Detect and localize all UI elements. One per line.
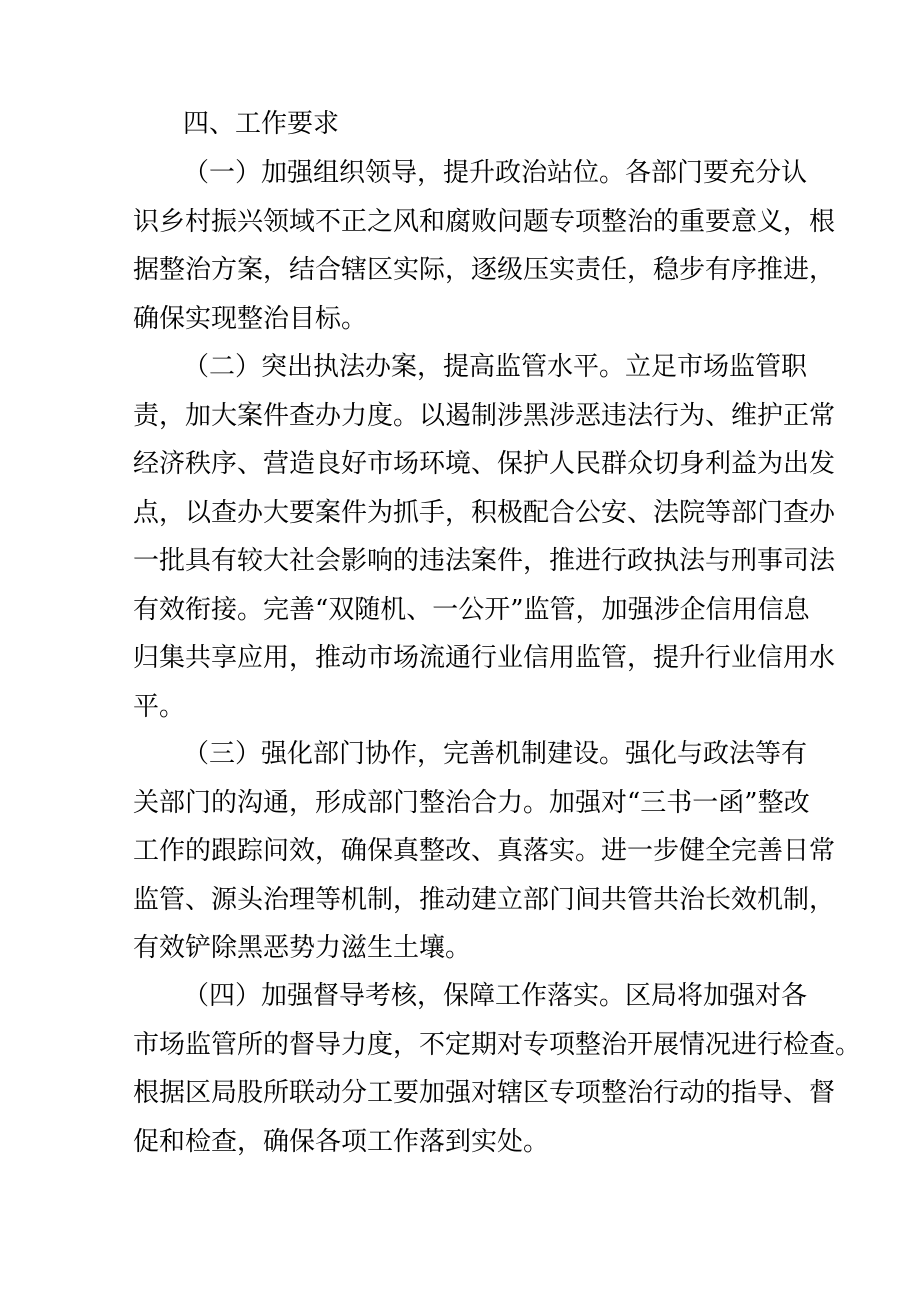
paragraph-1 [133, 149, 836, 343]
paragraph-line: 监管、源头治理等机制，推动建立部门间共管共治长效机制， [133, 884, 836, 915]
paragraph-line: 识乡村振兴领域不正之风和腐败问题专项整治的重要意义，根 [133, 206, 836, 237]
paragraph-line: （四）加强督导考核，保障工作落实。区局将加强对各 [183, 981, 808, 1011]
paragraph-line: 归集共享应用，推动市场流通行业信用监管，提升行业信用水 [133, 643, 836, 673]
paragraph-line: 有效铲除黑恶势力滋生土壤。 [133, 933, 472, 963]
paragraph-line: 经济秩序、营造良好市场环境、保护人民群众切身利益为出发 [133, 449, 836, 479]
paragraph-line: 一批具有较大社会影响的违法案件，推进行政执法与刑事司法 [133, 546, 836, 576]
paragraph-4 [133, 972, 862, 1166]
paragraph-line: （一）加强组织领导，提升政治站位。各部门要充分认 [183, 158, 808, 188]
paragraph-line: 责，加大案件查办力度。以遏制涉黑涉恶违法行为、维护正常 [133, 400, 836, 431]
paragraph-2 [133, 343, 836, 731]
paragraph-line: （三）强化部门协作，完善机制建设。强化与政法等有 [183, 739, 808, 769]
paragraph-line: 市场监管所的督导力度，不定期对专项整治开展情况进行检查。 [133, 1029, 862, 1060]
paragraph-line: 促和检查，确保各项工作落到实处。 [133, 1126, 550, 1157]
paragraph-line: 根据区局股所联动分工要加强对辖区专项整治行动的指导、督 [133, 1078, 836, 1108]
paragraph-line: 关部门的沟通，形成部门整治合力。加强对“三书一函”整改 [133, 787, 810, 818]
paragraph-line: （二）突出执法办案，提高监管水平。立足市场监管职 [183, 352, 808, 382]
section-heading: 四、工作要求 [183, 109, 340, 139]
paragraph-line: 确保实现整治目标。 [133, 303, 368, 334]
paragraph-3 [133, 730, 836, 973]
paragraph-line: 平。 [133, 691, 186, 722]
paragraph-line: 工作的跟踪问效，确保真整改、真落实。进一步健全完善日常 [133, 836, 836, 866]
paragraph-line: 据整治方案，结合辖区实际，逐级压实责任，稳步有序推进， [133, 255, 836, 285]
paragraph-line: 点，以查办大要案件为抓手，积极配合公安、法院等部门查办 [133, 497, 836, 528]
paragraph-line: 有效衔接。完善“双随机、一公开”监管，加强涉企信用信息 [133, 594, 810, 625]
